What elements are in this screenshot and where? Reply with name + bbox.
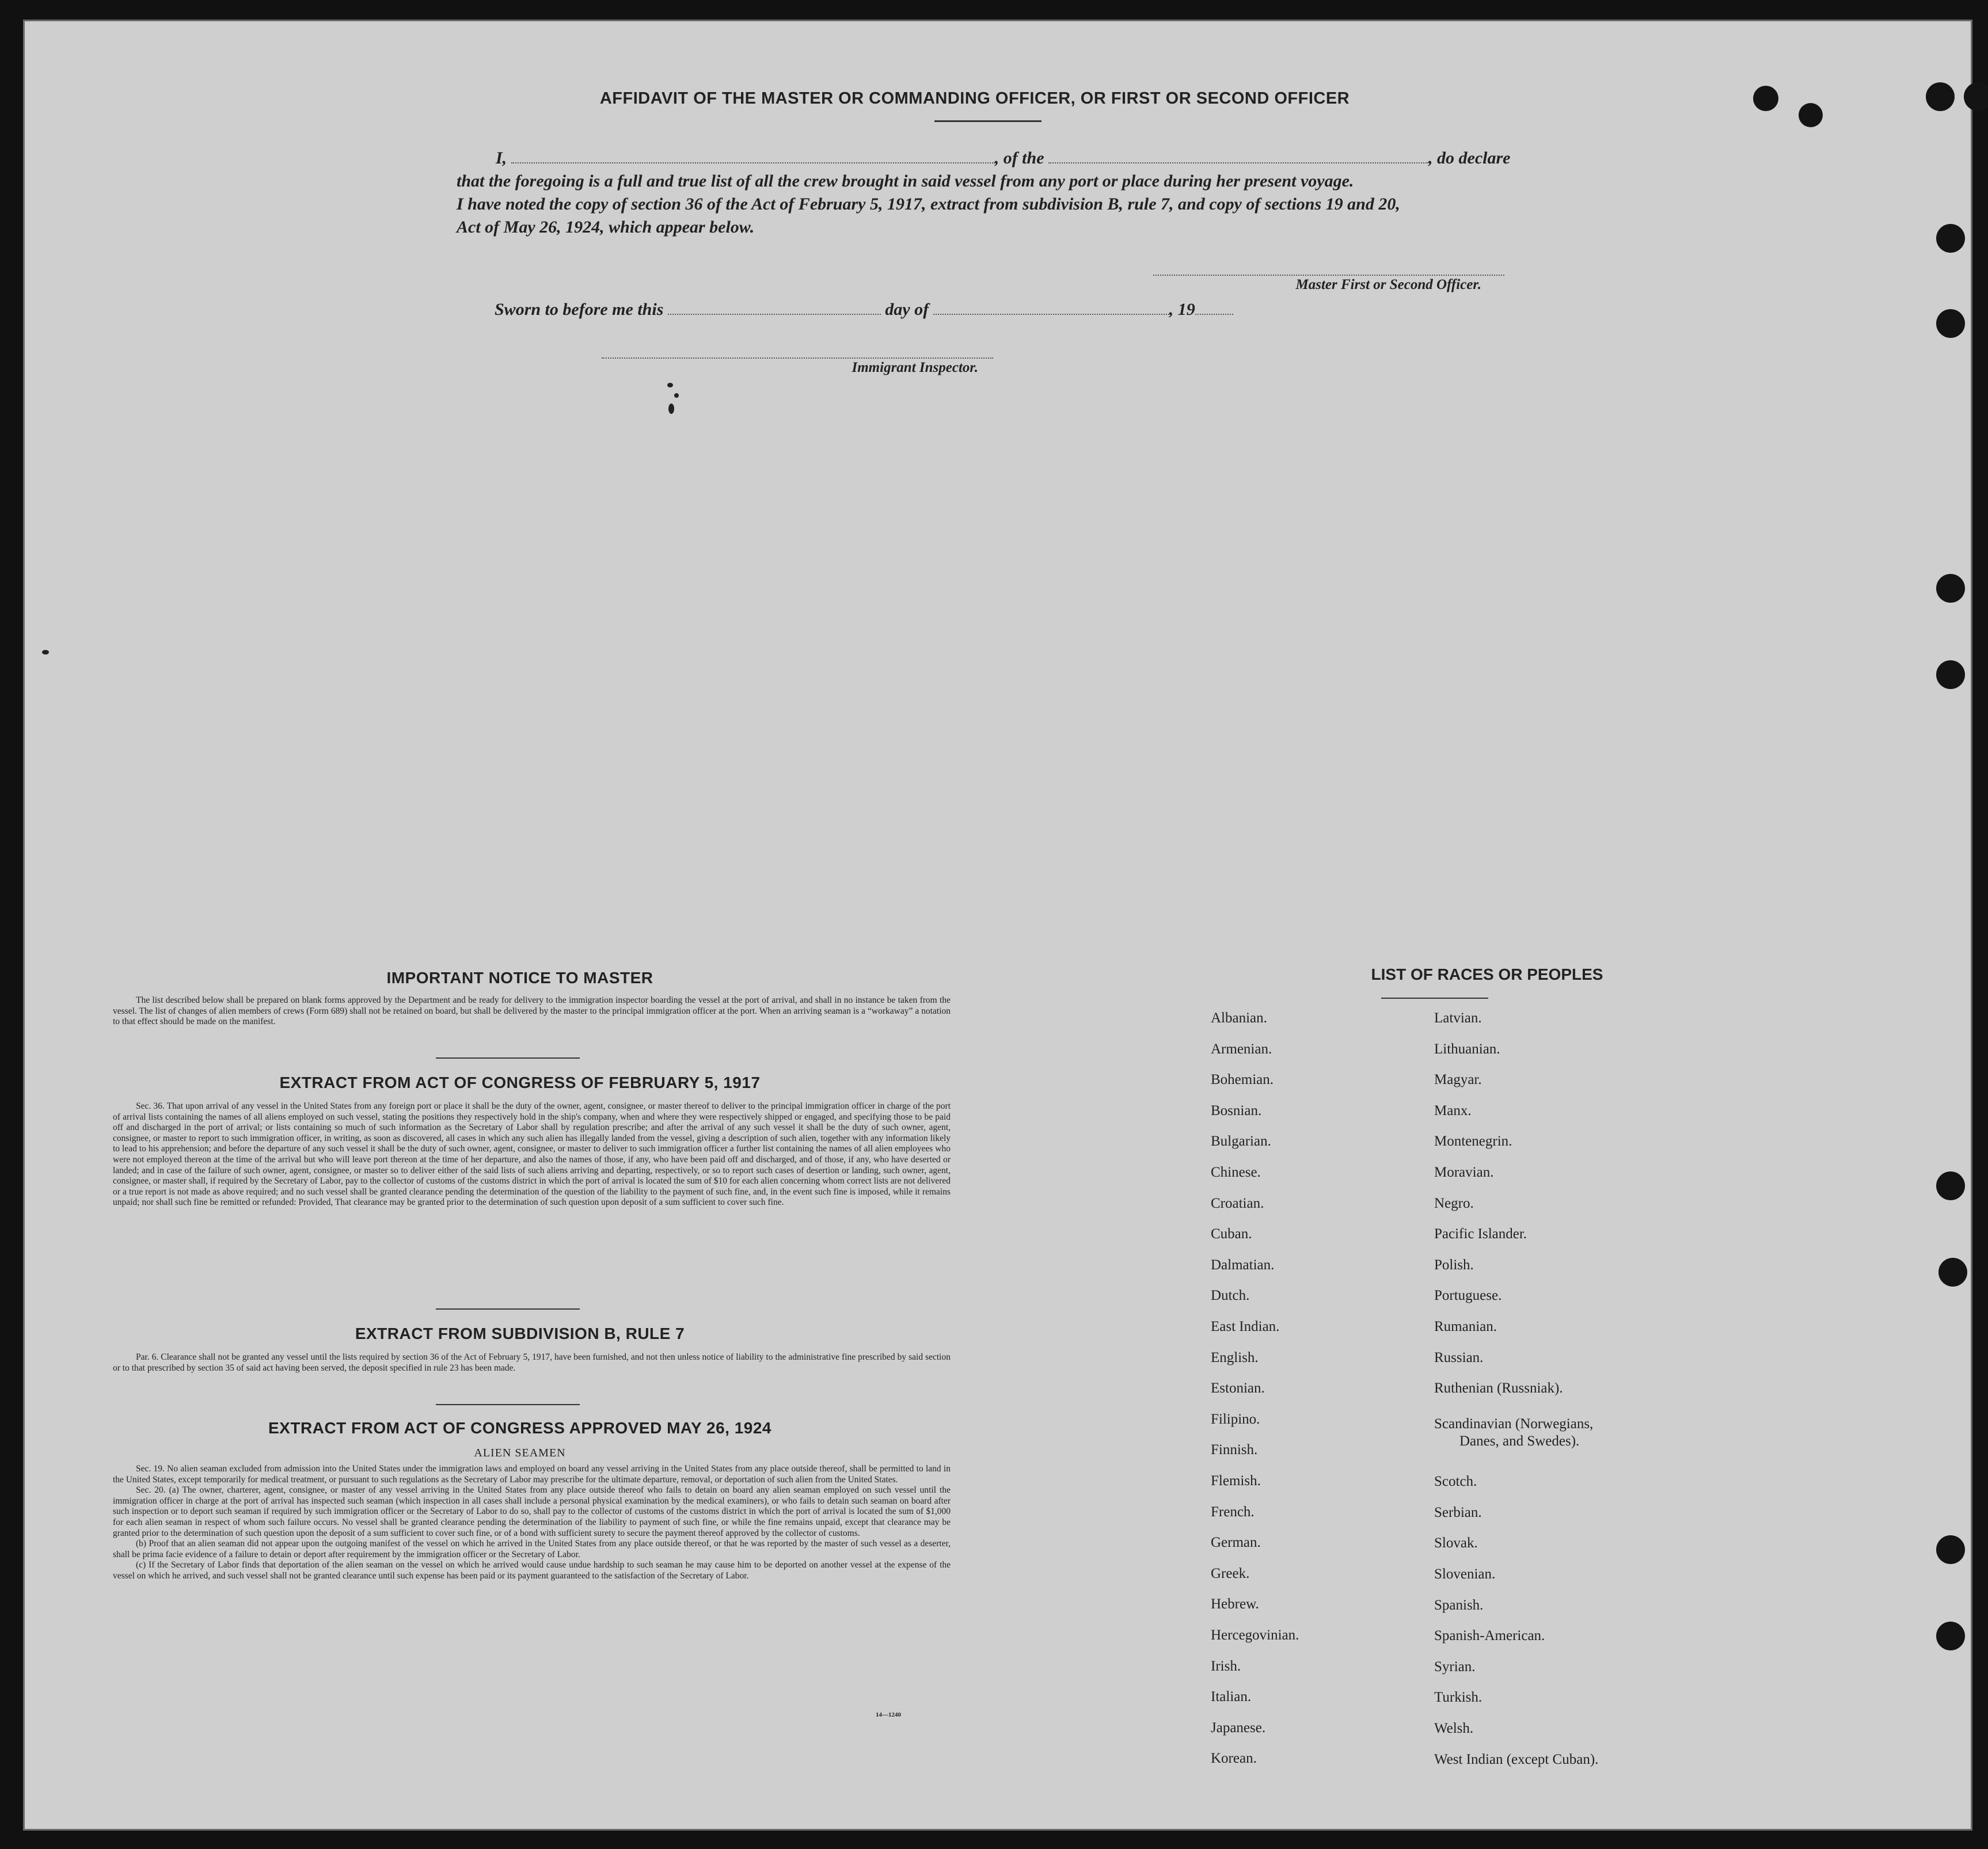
race-item: Welsh. [1434,1721,1474,1736]
sworn-day-blank[interactable] [668,300,881,315]
race-item: Italian. [1211,1689,1252,1705]
race-item: Syrian. [1434,1658,1476,1675]
extract-rule7-heading: EXTRACT FROM SUBDIVISION B, RULE 7 [355,1325,685,1342]
affidavit-title: AFFIDAVIT OF THE MASTER OR COMMANDING OFFICER, OR FIRST OR SECOND OFFICER [599,89,1350,108]
race-item: Manx. [1434,1102,1472,1118]
affidavit-line-2: that the foregoing is a full and true list of all the crew brought in said vessel from any port or place during her present voyage. [457,172,1354,191]
extract-1917-text: Sec. 36. That upon arrival of any vessel in the United States from any foreign port or place it shall be the duty of the owner, agent, consignee, or master thereof to deliver to the principal immigration officer in charge of the port of arrival lists containing the names of all aliens employed on such vessel, stating the positions they respectively hold in the ship's company, when and where they were respectively shipped or engaged, and specifying those to be paid off and discharged in the port of arrival; or lists containing so much of such information as the Secretary of Labor shall by regulation prescribe; and after the arrival of any such vessel it shall be the duty of such owner, agent, consignee, or master to report to such immigration officer, in writing, as soon as discovered, all cases in which any such alien has illegally landed from the vessel, giving a description of such alien, together with any information likely to lead to his apprehension; and before the departure of any such vessel it shall be the duty of such owner, agent, consignee, or master to deliver to such immigration officer a further list containing the names of all alien employees who were not employed thereon at the time of the arrival but who will leave port thereon at the time of her departure, and also the names of those, if any, who have been paid off and discharged, and of those, if any, who have deserted or landed; and in case of the failure of such owner, agent, consignee, or master so to deliver either of the said lists of such aliens arriving and departing, respectively, or so to report such cases of desertion or landing, such owner, agent, consignee, or master shall, if required by the Secretary of Labor, pay to the collector of customs of the customs district in which the port of arrival is located the sum of $10 for each alien concerning whom correct lists are not delivered or a true report is not made as above required; and no such vessel shall be granted clearance pending the determination of the question of the liability to the payment of such fine, and, in the event such fine is imposed, while it remains unpaid; nor shall such fine be remitted or refunded: Provided, That clearance may be granted prior to the determination of such question upon deposit of a sum sufficient to cover such fine. [113,1101,951,1208]
race-item: Magyar. [1434,1072,1482,1088]
extract-1917-heading: EXTRACT FROM ACT OF CONGRESS OF FEBRUARY 5, 1917 [279,1074,761,1091]
section-20c: (c) If the Secretary of Labor finds that deportation of the alien seaman on the vessel on which he arrived would cause undue hardship to such seaman he may cause him to be deported on another vessel at the expense of the vessel on which he arrived, and such vessel shall not be granted clearance until such expense has been paid or its payment guaranteed to the satisfaction of the Secretary of Labor. [113,1560,951,1581]
affidavit-line-4: Act of May 26, 1924, which appear below. [457,218,755,237]
race-item: Flemish. [1211,1473,1261,1489]
ink-speck [668,404,674,414]
ink-speck [674,393,679,398]
race-item: Chinese. [1211,1165,1261,1180]
race-item: Dutch. [1211,1288,1250,1304]
punch-hole [1936,1535,1965,1564]
extract-1924-heading: EXTRACT FROM ACT OF CONGRESS APPROVED MAY 26, 1924 [268,1419,771,1437]
race-item: Lithuanian. [1434,1041,1500,1057]
race-item: Negro. [1434,1195,1474,1211]
affidavit-line-3: I have noted the copy of section 36 of the Act of February 5, 1917, extract from subdivision B, rule 7, and copy of sections 19 and 20, [457,195,1400,214]
document-page [23,20,1972,1831]
race-item: Portuguese. [1434,1288,1502,1304]
races-divider [1381,998,1488,999]
race-item: Spanish. [1434,1597,1484,1613]
race-item: Bulgarian. [1211,1133,1271,1150]
race-item: Albanian. [1211,1010,1267,1026]
race-item: Moravian. [1434,1165,1494,1180]
race-item: Bohemian. [1211,1072,1274,1088]
race-item: Estonian. [1211,1380,1265,1397]
race-item: Serbian. [1434,1504,1482,1520]
section-20a: Sec. 20. (a) The owner, charterer, agent, consignee, or master of any vessel arriving in the United States from any place outside thereof who fails to detain on board any alien seaman employed on such vessel until the immigration officer in charge at the port of arrival has inspected such seaman (which inspection in all cases shall include a personal physical examination by the medical examiners), or who fails to detain such seaman on board after such inspection or to deport such seaman if required by such immigration officer or the Secretary of Labor to do so, shall pay to the collector of customs of the customs district in which the port of arrival is located the sum of $1,000 for each alien seaman in respect of whom such failure occurs. No vessel shall be granted clearance pending the determination of the liability to payment of such fine, or while the fine remains unpaid, except that clearance may be granted prior to the determination of such question upon the deposit of a sum sufficient to cover such fine, or of a bond with sufficient surety to secure the payment thereof approved by the collector of customs. [113,1485,951,1538]
race-item: Hercegovinian. [1211,1627,1299,1643]
sworn-line: Sworn to before me this day of , 19 [495,300,1233,319]
punch-hole [1936,574,1965,603]
race-item: German. [1211,1535,1261,1551]
race-item: Irish. [1211,1658,1241,1674]
race-item: Latvian. [1434,1010,1482,1026]
race-item: Montenegrin. [1434,1133,1512,1150]
vessel-blank[interactable] [1048,149,1428,163]
affidavit-line-1: I, , of the , do declare [496,149,1511,168]
punch-hole [1964,82,1988,111]
extract-1924-text [113,1464,951,1582]
race-item: Dalmatian. [1211,1257,1275,1273]
race-item: Scotch. [1434,1474,1477,1490]
section-20b: (b) Proof that an alien seaman did not appear upon the outgoing manifest of the vessel on which he arrived in the United States from any place outside thereof, or that he was reported by the master of such vessel as a deserter, shall be prima facie evidence of a failure to detain or deport after requirement by the immigration officer or the Secretary of Labor. [113,1539,951,1559]
form-number: 14—1240 [876,1711,901,1718]
extract-rule7-text: Par. 6. Clearance shall not be granted any vessel until the lists required by section 36 of the Act of February 5, 1917, have been furnished, and not then unless notice of liability to the administrative fine prescribed by said section or to that prescribed by section 35 of said act having been served, the deposit specified in rule 23 has been made. [113,1352,951,1373]
inspector-signature-label: Immigrant Inspector. [852,360,978,375]
race-item: Slovak. [1434,1535,1478,1551]
punch-hole [1938,1258,1967,1287]
race-item: Croatian. [1211,1195,1264,1211]
section-19: Sec. 19. No alien seaman excluded from admission into the United States under the immigration laws and employed on board any vessel arriving in the United States from any place outside thereof, shall be permitted to land in the United States, except temporarily for medical treatment, or pursuant to such regulations as the Secretary of Labor may prescribe for the ultimate departure, removal, or deportation of such alien from the United States. [113,1464,951,1485]
race-item: Filipino. [1211,1411,1260,1427]
race-item: Bosnian. [1211,1102,1262,1118]
punch-hole [1936,224,1965,253]
race-item: West Indian (except Cuban). [1434,1751,1599,1767]
race-item: Hebrew. [1211,1596,1259,1612]
race-item: English. [1211,1349,1259,1365]
race-item: Armenian. [1211,1041,1272,1057]
sworn-year-blank[interactable] [1195,300,1233,315]
race-item: Finnish. [1211,1442,1258,1458]
race-item: Turkish. [1434,1690,1483,1706]
race-item: Russian. [1434,1349,1484,1365]
ink-speck [42,650,49,655]
race-item: Greek. [1211,1565,1250,1581]
master-signature-line[interactable] [1153,275,1504,293]
alien-seamen-subheading: ALIEN SEAMEN [474,1447,566,1459]
race-item: Slovenian. [1434,1566,1496,1582]
race-item: French. [1211,1504,1255,1520]
race-item: Cuban. [1211,1226,1252,1242]
title-divider [934,120,1041,122]
master-signature-label: Master First or Second Officer. [1295,277,1481,292]
race-item: East Indian. [1211,1319,1280,1334]
race-item: Rumanian. [1434,1319,1497,1334]
section-divider [436,1404,580,1405]
race-item: Scandinavian (Norwegians, [1434,1416,1594,1432]
race-item: Polish. [1434,1257,1474,1273]
section-divider [436,1308,580,1310]
race-item: Ruthenian (Russniak). [1434,1380,1563,1397]
race-item: Danes, and Swedes). [1459,1433,1580,1449]
ink-speck [667,383,673,387]
affidavit-statement [457,147,1550,239]
punch-hole [1936,1622,1965,1650]
notice-text: The list described below shall be prepared on blank forms approved by the Department and be ready for delivery to the immigration inspector boarding the vessel at the port of arrival, and shall in no instance be taken from the vessel. The list of changes of alien members of crews (Form 689) shall not be retained on board, but shall be delivered by the master to the principal immigration officer at the port. When an arriving seaman is a “workaway” a notation to that effect should be made on the manifest. [113,995,951,1027]
inspector-signature-line[interactable] [602,357,993,376]
punch-hole [1936,660,1965,689]
race-item: Pacific Islander. [1434,1226,1527,1242]
notice-heading: IMPORTANT NOTICE TO MASTER [386,969,653,987]
race-item: Japanese. [1211,1719,1266,1736]
race-item: Spanish-American. [1434,1628,1545,1644]
races-heading: LIST OF RACES OR PEOPLES [1371,965,1603,983]
punch-hole [1936,1171,1965,1200]
sworn-month-blank[interactable] [933,300,1169,315]
name-blank[interactable] [511,149,995,163]
section-divider [436,1057,580,1059]
race-item: Korean. [1211,1751,1257,1767]
punch-hole [1936,309,1965,338]
